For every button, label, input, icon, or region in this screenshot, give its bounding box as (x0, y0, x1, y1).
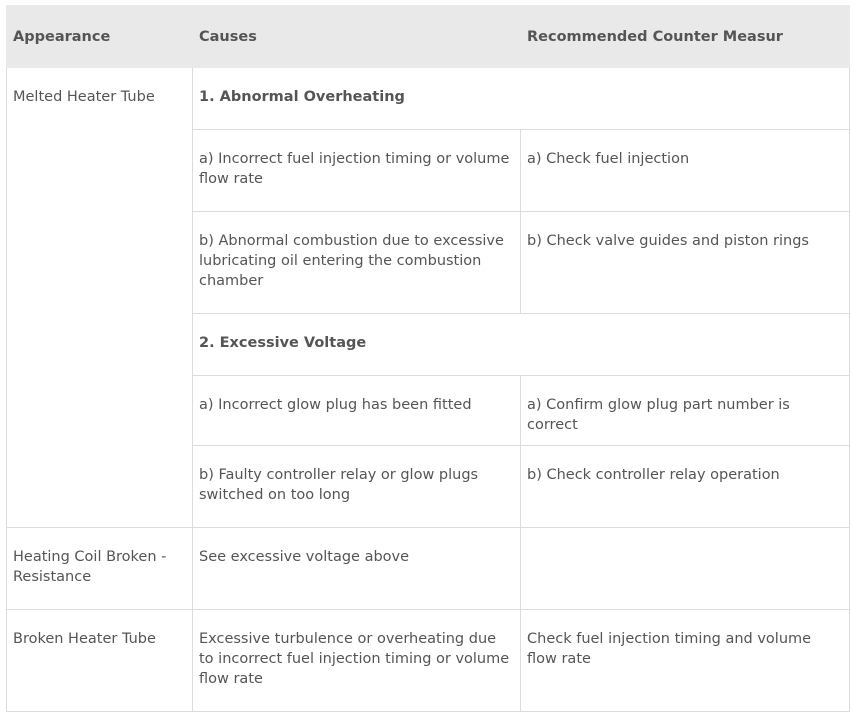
measure-cell: a) Confirm glow plug part number is correct (521, 376, 850, 446)
measure-cell: b) Check valve guides and piston rings (521, 212, 850, 314)
measure-cell: b) Check controller relay operation (521, 446, 850, 528)
cause-cell: a) Incorrect glow plug has been fitted (193, 376, 521, 446)
cause-cell: b) Faulty controller relay or glow plugs switched on too long (193, 446, 521, 528)
header-appearance: Appearance (7, 6, 193, 68)
cause-cell: a) Incorrect fuel injection timing or volume flow rate (193, 130, 521, 212)
cause-cell: See excessive voltage above (193, 528, 521, 610)
header-countermeasure: Recommended Counter Measur (521, 6, 850, 68)
appearance-broken-heater-tube: Broken Heater Tube (7, 610, 193, 712)
header-causes: Causes (193, 6, 521, 68)
appearance-melted-heater-tube: Melted Heater Tube (7, 68, 193, 528)
table-row (7, 610, 850, 712)
table-row (7, 68, 850, 130)
cause-cell: b) Abnormal combustion due to excessive lubricating oil entering the combustion chamber (193, 212, 521, 314)
measure-cell: a) Check fuel injection (521, 130, 850, 212)
appearance-heating-coil-broken: Heating Coil Broken - Resistance (7, 528, 193, 610)
cause-cell: Excessive turbulence or overheating due to incorrect fuel injection timing or volume flow rate (193, 610, 521, 712)
measure-cell (521, 528, 850, 610)
diagnosis-table (6, 5, 850, 712)
section-excessive-voltage: 2. Excessive Voltage (193, 314, 850, 376)
header-row (7, 6, 850, 68)
table-row (7, 528, 850, 610)
table-container (6, 5, 849, 712)
section-abnormal-overheating: 1. Abnormal Overheating (193, 68, 850, 130)
measure-cell: Check fuel injection timing and volume flow rate (521, 610, 850, 712)
